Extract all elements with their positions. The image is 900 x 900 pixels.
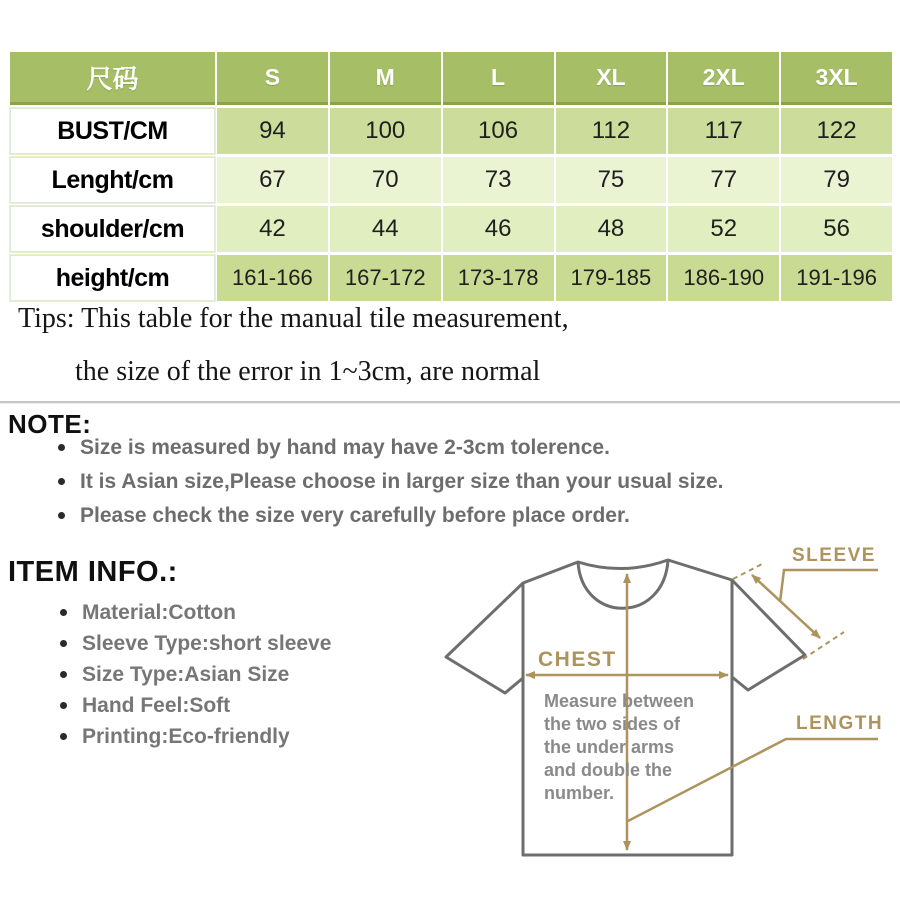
tips-line-2: the size of the error in 1~3cm, are normal — [75, 356, 541, 387]
size-table-header-3xl: 3XL — [781, 52, 892, 105]
measure-note-line: the two sides of — [544, 714, 681, 734]
note-list — [58, 436, 723, 538]
item-info-bullet: Sleeve Type:short sleeve — [60, 632, 331, 656]
measure-note-line: and double the — [544, 760, 672, 780]
length-label: LENGTH — [796, 713, 884, 734]
table-cell: 117 — [668, 108, 779, 154]
table-cell: 179-185 — [556, 255, 667, 301]
table-cell: 94 — [217, 108, 328, 154]
section-divider — [0, 401, 900, 403]
chest-label: CHEST — [538, 648, 617, 671]
tips-line-1: Tips: This table for the manual tile measurement, — [18, 303, 569, 334]
item-info-list — [60, 601, 331, 756]
sleeve-arrow — [752, 575, 820, 638]
table-cell: 106 — [443, 108, 554, 154]
table-cell: 44 — [330, 206, 441, 252]
size-table — [10, 52, 892, 301]
left-sleeve — [446, 583, 523, 693]
measure-note-line: number. — [544, 783, 615, 803]
table-cell: 42 — [217, 206, 328, 252]
table-cell: 75 — [556, 157, 667, 203]
row-label-length: Lenght/cm — [10, 157, 215, 203]
table-cell: 46 — [443, 206, 554, 252]
item-info-heading: ITEM INFO.: — [8, 556, 178, 588]
table-cell: 191-196 — [781, 255, 892, 301]
note-bullet: It is Asian size,Please choose in larger size than your usual size. — [58, 470, 723, 494]
row-label-bust: BUST/CM — [10, 108, 215, 154]
note-bullet: Size is measured by hand may have 2-3cm tolerence. — [58, 436, 723, 460]
table-cell: 167-172 — [330, 255, 441, 301]
size-table-header-size: 尺码 — [10, 52, 215, 105]
table-cell: 52 — [668, 206, 779, 252]
size-table-header-l: L — [443, 52, 554, 105]
size-table-header-2xl: 2XL — [668, 52, 779, 105]
table-cell: 56 — [781, 206, 892, 252]
table-cell: 79 — [781, 157, 892, 203]
table-cell: 48 — [556, 206, 667, 252]
sleeve-dash-top — [733, 563, 764, 579]
table-cell: 112 — [556, 108, 667, 154]
table-cell: 186-190 — [668, 255, 779, 301]
sleeve-label: SLEEVE — [792, 545, 876, 566]
tshirt-measurement-diagram — [430, 530, 900, 895]
table-cell: 173-178 — [443, 255, 554, 301]
sleeve-dash-bottom — [803, 632, 844, 659]
item-info-bullet: Hand Feel:Soft — [60, 694, 331, 718]
item-info-bullet: Printing:Eco-friendly — [60, 725, 331, 749]
table-cell: 77 — [668, 157, 779, 203]
item-info-bullet: Size Type:Asian Size — [60, 663, 331, 687]
size-table-header-xl: XL — [556, 52, 667, 105]
table-cell: 70 — [330, 157, 441, 203]
note-bullet: Please check the size very carefully before place order. — [58, 504, 723, 528]
measure-note-line: the under arms — [544, 737, 675, 757]
table-cell: 161-166 — [217, 255, 328, 301]
measure-note-line: Measure between — [544, 691, 695, 711]
size-table-header-m: M — [330, 52, 441, 105]
row-label-shoulder: shoulder/cm — [10, 206, 215, 252]
table-cell: 122 — [781, 108, 892, 154]
right-sleeve — [732, 580, 805, 690]
item-info-bullet: Material:Cotton — [60, 601, 331, 625]
table-cell: 100 — [330, 108, 441, 154]
sleeve-leader-line — [780, 570, 878, 602]
table-cell: 73 — [443, 157, 554, 203]
row-label-height: height/cm — [10, 255, 215, 301]
table-cell: 67 — [217, 157, 328, 203]
note-heading: NOTE: — [8, 409, 92, 439]
size-table-header-s: S — [217, 52, 328, 105]
